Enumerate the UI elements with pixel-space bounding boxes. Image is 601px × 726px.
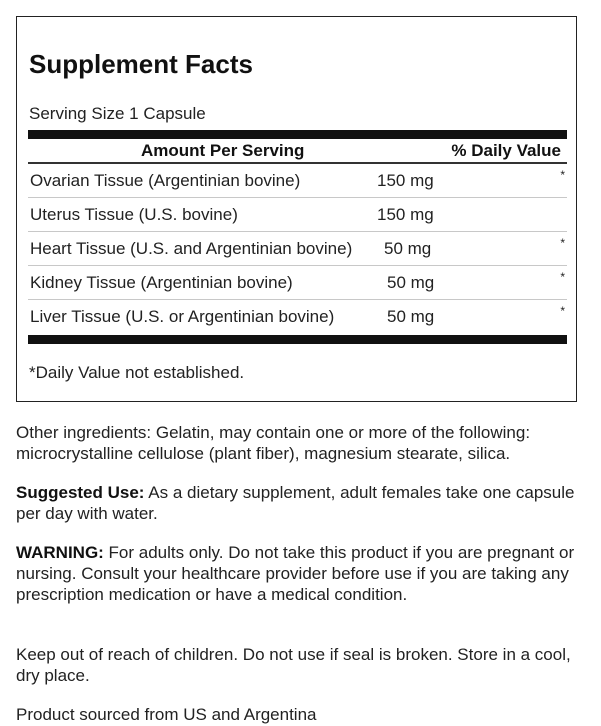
other-ingredients: Other ingredients: Gelatin, may contain one or more of the following: microcrystalline cellulose (plant fiber), magnesium stearate, silica. [16,423,531,463]
product-source: Product sourced from US and Argentina [16,705,317,724]
daily-value: * [560,168,565,182]
daily-value-header: % Daily Value [451,141,561,160]
table-row [28,266,567,300]
top-divider [28,130,567,139]
ingredient-amount: 150 mg [377,171,434,190]
daily-value-footnote: *Daily Value not established. [29,363,245,382]
table-row [28,232,567,266]
ingredient-name: Heart Tissue (U.S. and Argentinian bovine) [30,239,353,258]
daily-value: * [560,304,565,318]
ingredient-name: Uterus Tissue (U.S. bovine) [30,205,238,224]
suggested-use-text: As a dietary supplement, adult females take one capsule per day with water. [16,483,575,523]
table-header [28,139,567,162]
table-row [28,300,567,334]
warning [16,542,576,605]
ingredient-name: Liver Tissue (U.S. or Argentinian bovine) [30,307,335,326]
suggested-use-label: Suggested Use: [16,483,145,502]
serving-size: Serving Size 1 Capsule [29,104,206,123]
table-row [28,164,567,198]
warning-label: WARNING: [16,543,104,562]
suggested-use [16,482,576,524]
daily-value: * [560,236,565,250]
bottom-divider [28,335,567,344]
storage-instructions: Keep out of reach of children. Do not use if seal is broken. Store in a cool, dry place. [16,645,571,685]
ingredient-name: Ovarian Tissue (Argentinian bovine) [30,171,301,190]
supplement-facts-panel [16,16,577,402]
daily-value: * [560,270,565,284]
ingredient-amount: 50 mg [387,307,435,326]
amount-header: Amount Per Serving [141,141,305,160]
ingredient-amount: 50 mg [384,239,432,258]
facts-title: Supplement Facts [29,49,253,79]
ingredient-amount: 150 mg [377,205,434,224]
ingredient-amount: 50 mg [387,273,435,292]
warning-text: For adults only. Do not take this product if you are pregnant or nursing. Consult your healthcare provider before use if you are taking any prescription medication or have a medical condition. [16,543,575,604]
ingredient-name: Kidney Tissue (Argentinian bovine) [30,273,293,292]
table-row [28,198,567,232]
